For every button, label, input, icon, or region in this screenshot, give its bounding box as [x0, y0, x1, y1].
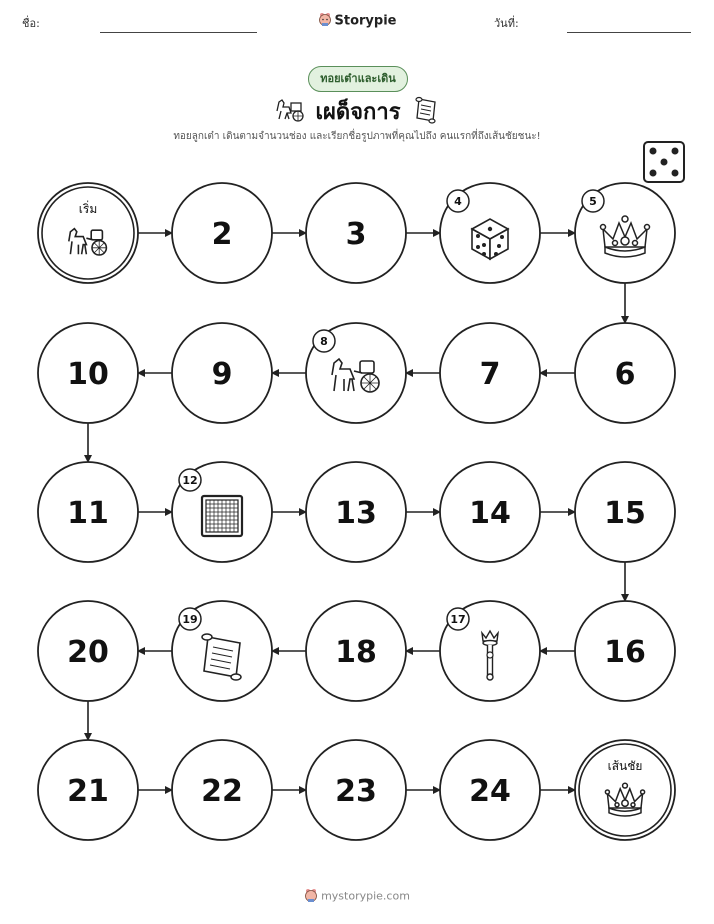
space-number: 3 [345, 217, 367, 252]
dice-five-icon [644, 142, 684, 182]
space-number-badge [179, 469, 201, 491]
board-space-17[interactable] [440, 601, 540, 701]
board-space-2[interactable] [172, 183, 272, 283]
board-space-25[interactable] [575, 740, 675, 840]
space-number: 11 [67, 496, 109, 531]
space-number: 15 [604, 496, 646, 531]
badge-number: 5 [589, 195, 597, 208]
board-space-18[interactable] [306, 601, 406, 701]
board-space-3[interactable] [306, 183, 406, 283]
space-number-badge [447, 190, 469, 212]
space-number: 10 [67, 357, 109, 392]
board-space-23[interactable] [306, 740, 406, 840]
board-space-12[interactable] [172, 462, 272, 562]
space-number-badge [582, 190, 604, 212]
brand-name: Storypie [334, 13, 397, 29]
board-space-7[interactable] [440, 323, 540, 423]
footer-url: mystorypie.com [321, 889, 410, 903]
board-space-22[interactable] [172, 740, 272, 840]
grid-board-icon [202, 496, 242, 536]
space-number: 13 [335, 496, 377, 531]
space-number: 24 [469, 774, 511, 809]
space-number: 14 [469, 496, 511, 531]
board-space-1[interactable] [38, 183, 138, 283]
space-number: 7 [479, 357, 501, 392]
board-space-8[interactable] [306, 323, 406, 423]
space-number: 22 [201, 774, 243, 809]
badge-number: 17 [450, 613, 466, 626]
title-text: เผด็จการ [315, 100, 401, 125]
board-space-6[interactable] [575, 323, 675, 423]
name-label: ชื่อ: [22, 17, 40, 30]
board-space-4[interactable] [440, 183, 540, 283]
badge-number: 8 [320, 335, 328, 348]
board-space-19[interactable] [172, 601, 272, 701]
board-space-15[interactable] [575, 462, 675, 562]
space-number-badge [313, 330, 335, 352]
badge-number: 12 [182, 474, 198, 487]
space-number-badge [447, 608, 469, 630]
board-space-11[interactable] [38, 462, 138, 562]
board-space-24[interactable] [440, 740, 540, 840]
badge-number: 19 [182, 613, 198, 626]
space-number: 16 [604, 635, 646, 670]
finish-label: เส้นชัย [607, 759, 643, 773]
space-number: 21 [67, 774, 109, 809]
space-number: 9 [211, 357, 233, 392]
board-space-13[interactable] [306, 462, 406, 562]
space-circle [575, 740, 675, 840]
space-circle [38, 183, 138, 283]
start-label: เริ่ม [78, 202, 98, 216]
badge-number: 4 [454, 195, 462, 208]
board-space-5[interactable] [575, 183, 675, 283]
board-space-21[interactable] [38, 740, 138, 840]
footer-logo-icon [304, 888, 318, 905]
board-space-9[interactable] [172, 323, 272, 423]
activity-badge: ทอยเต๋าและเดิน [308, 66, 408, 92]
space-number: 6 [614, 357, 636, 392]
board-space-20[interactable] [38, 601, 138, 701]
board-space-14[interactable] [440, 462, 540, 562]
board-space-10[interactable] [38, 323, 138, 423]
board-space-16[interactable] [575, 601, 675, 701]
space-number-badge [179, 608, 201, 630]
space-number: 18 [335, 635, 377, 670]
space-number: 20 [67, 635, 109, 670]
space-number: 23 [335, 774, 377, 809]
date-label: วันที่: [494, 17, 519, 30]
space-number: 2 [211, 217, 233, 252]
footer [0, 888, 714, 905]
instructions: ทอยลูกเต๋า เดินตามจำนวนช่อง และเรียกชื่อรูปภาพที่คุณไปถึง คนแรกที่ถึงเส้นชัยชนะ! [173, 131, 541, 142]
